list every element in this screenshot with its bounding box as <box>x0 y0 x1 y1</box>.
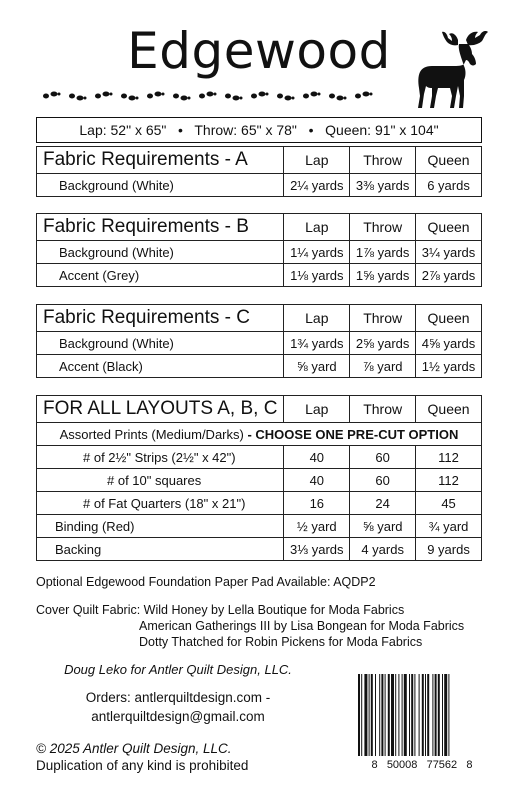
row-label: Accent (Grey) <box>37 264 284 287</box>
orders-email: antlerquiltdesign@gmail.com <box>91 709 265 724</box>
cell-lap: 1⅛ yards <box>284 264 350 287</box>
table-row <box>37 332 482 355</box>
cell-lap: ⅝ yard <box>284 355 350 378</box>
cell-lap: 1¾ yards <box>284 332 350 355</box>
cell-throw: 4 yards <box>350 538 416 561</box>
cell-throw: 24 <box>350 492 416 515</box>
col-queen: Queen <box>416 214 482 241</box>
cell-queen: 4⅝ yards <box>416 332 482 355</box>
assorted-label: Assorted Prints (Medium/Darks) <box>59 426 244 442</box>
cell-throw: 60 <box>350 446 416 469</box>
col-throw: Throw <box>350 305 416 332</box>
cell-queen: 112 <box>416 469 482 492</box>
col-queen: Queen <box>416 396 482 423</box>
cell-queen: 6 yards <box>416 174 482 197</box>
duplication-notice: Duplication of any kind is prohibited <box>36 758 249 773</box>
table-title: Fabric Requirements - A <box>37 147 284 174</box>
table-row <box>37 174 482 197</box>
copyright-notice: © 2025 Antler Quilt Design, LLC. <box>36 741 232 756</box>
page-title: Edgewood <box>127 22 391 80</box>
size-summary <box>36 117 482 143</box>
footprints-icon <box>40 90 380 102</box>
cover-fabric-line: American Gatherings III by Lisa Bongean for Moda Fabrics <box>139 619 465 633</box>
cell-throw: 1⅝ yards <box>350 264 416 287</box>
cover-fabric-line: Dotty Thatched for Robin Pickens for Moda Fabrics <box>139 635 423 649</box>
col-throw: Throw <box>350 214 416 241</box>
precut-option-note: - CHOOSE ONE PRE-CUT OPTION <box>243 426 459 442</box>
assorted-prints-cell <box>37 423 482 446</box>
table-row <box>37 492 482 515</box>
table-row <box>37 355 482 378</box>
col-queen: Queen <box>416 147 482 174</box>
row-label: # of Fat Quarters (18" x 21") <box>37 492 284 515</box>
barcode-digits: 8 50008 77562 8 <box>371 759 473 771</box>
cell-throw: 3⅜ yards <box>350 174 416 197</box>
col-lap: Lap <box>284 147 350 174</box>
row-label: # of 2½" Strips (2½" x 42") <box>37 446 284 469</box>
cell-lap: 1¼ yards <box>284 241 350 264</box>
barcode-icon <box>356 672 488 772</box>
fabric-table-all <box>36 395 482 561</box>
cell-throw: ⅝ yard <box>350 515 416 538</box>
table-header-row <box>37 214 482 241</box>
col-queen: Queen <box>416 305 482 332</box>
table-row <box>37 469 482 492</box>
assorted-prints-row <box>37 423 482 446</box>
table-header-row <box>37 305 482 332</box>
col-lap: Lap <box>284 214 350 241</box>
col-throw: Throw <box>350 147 416 174</box>
cell-queen: 45 <box>416 492 482 515</box>
table-title: Fabric Requirements - B <box>37 214 284 241</box>
table-row <box>37 446 482 469</box>
cell-throw: 1⅞ yards <box>350 241 416 264</box>
table-row <box>37 515 482 538</box>
cell-lap: 2¼ yards <box>284 174 350 197</box>
cell-throw: ⅞ yard <box>350 355 416 378</box>
row-label: Binding (Red) <box>37 515 284 538</box>
moose-icon <box>412 30 492 112</box>
cell-queen: 9 yards <box>416 538 482 561</box>
table-title: Fabric Requirements - C <box>37 305 284 332</box>
cell-queen: 112 <box>416 446 482 469</box>
cell-queen: ¾ yard <box>416 515 482 538</box>
orders-info <box>38 688 318 726</box>
table-row <box>37 264 482 287</box>
orders-website: Orders: antlerquiltdesign.com - <box>85 690 271 705</box>
table-header-row <box>37 396 482 423</box>
row-label: Background (White) <box>37 332 284 355</box>
copyright-block <box>36 740 248 774</box>
cell-lap: 40 <box>284 469 350 492</box>
cell-lap: 40 <box>284 446 350 469</box>
table-row <box>37 538 482 561</box>
row-label: # of 10" squares <box>37 469 284 492</box>
designer-credit: Doug Leko for Antler Quilt Design, LLC. <box>64 662 292 677</box>
fabric-table-b <box>36 213 482 287</box>
table-title: FOR ALL LAYOUTS A, B, C <box>37 396 284 423</box>
cover-fabric-note: Cover Quilt Fabric: Wild Honey by Lella Boutique for Moda Fabrics <box>36 603 405 617</box>
fabric-table-a <box>36 146 482 197</box>
cell-queen: 1½ yards <box>416 355 482 378</box>
row-label: Background (White) <box>37 241 284 264</box>
row-label: Background (White) <box>37 174 284 197</box>
paper-pad-note: Optional Edgewood Foundation Paper Pad Available: AQDP2 <box>36 575 376 589</box>
cell-queen: 2⅞ yards <box>416 264 482 287</box>
table-row <box>37 241 482 264</box>
cell-lap: 16 <box>284 492 350 515</box>
row-label: Backing <box>37 538 284 561</box>
table-header-row <box>37 147 482 174</box>
cell-throw: 60 <box>350 469 416 492</box>
col-throw: Throw <box>350 396 416 423</box>
fabric-table-c <box>36 304 482 378</box>
cell-lap: ½ yard <box>284 515 350 538</box>
size-summary-text: Lap: 52" x 65" • Throw: 65" x 78" • Queen: 91" x 104" <box>79 122 439 138</box>
cell-throw: 2⅝ yards <box>350 332 416 355</box>
col-lap: Lap <box>284 396 350 423</box>
col-lap: Lap <box>284 305 350 332</box>
cell-queen: 3¼ yards <box>416 241 482 264</box>
cell-lap: 3⅓ yards <box>284 538 350 561</box>
row-label: Accent (Black) <box>37 355 284 378</box>
